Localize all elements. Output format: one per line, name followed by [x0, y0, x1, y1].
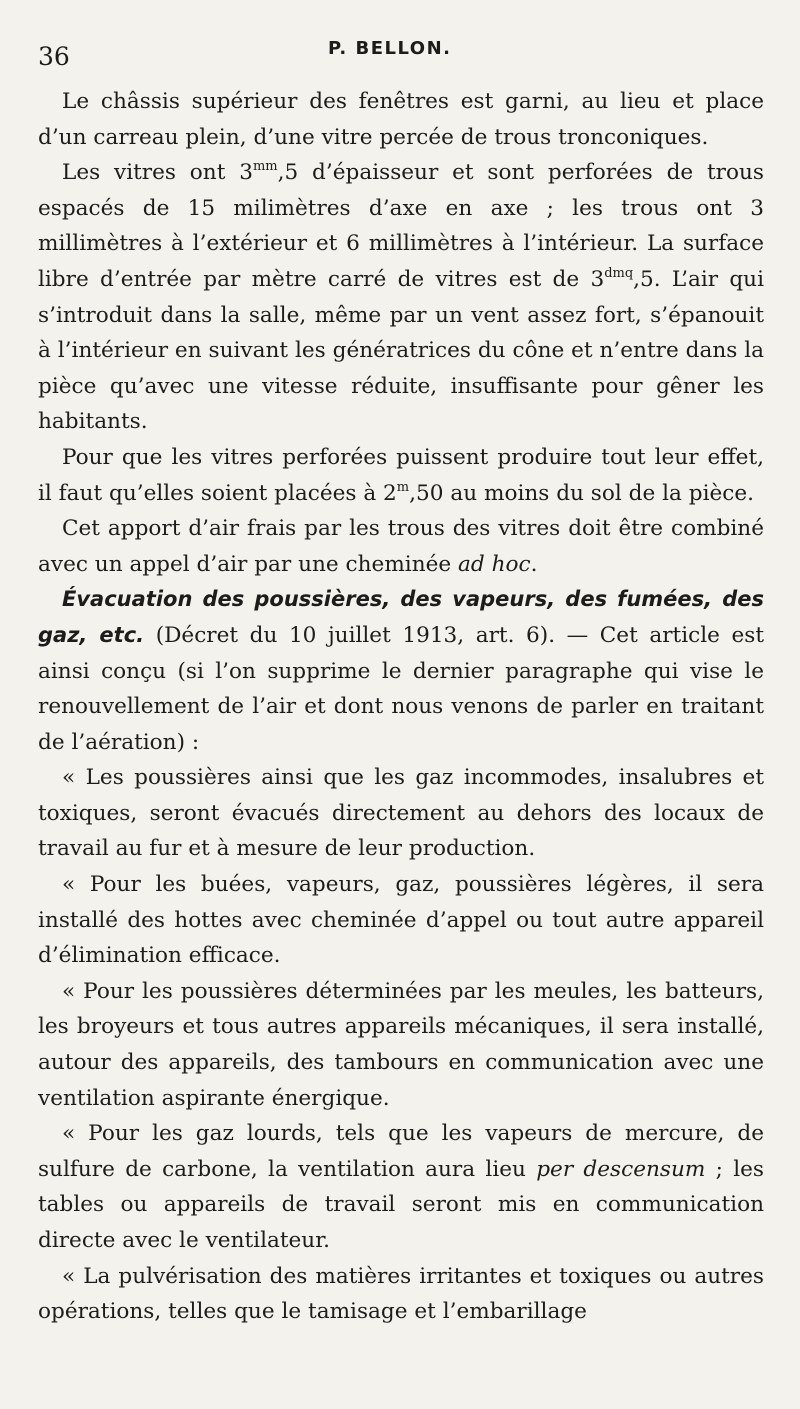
paragraph-3 — [38, 440, 764, 511]
page-header — [38, 32, 764, 84]
paragraph-2-text-b: ,5 d’épaisseur et sont perforées de trous espacés de 15 milimètres d’axe en axe ; les trous ont 3 millimètres à l’extérieur et 6 millimètres à l’intérieur. La surface libre d’entrée par mètre carré de vitres est de 3 — [38, 160, 764, 292]
running-head: P. BELLON. — [328, 38, 452, 59]
body-text — [38, 84, 764, 1330]
unit-mm: mm — [252, 159, 278, 175]
paragraph-4-text-a: Cet apport d’air frais par les trous des vitres doit être combiné avec un appel d’air par une cheminée — [38, 516, 764, 577]
paragraph-4 — [38, 511, 764, 582]
paragraph-5 — [38, 582, 764, 760]
paragraph-3-text-b: ,50 au moins du sol de la pièce. — [409, 480, 755, 506]
paragraph-2 — [38, 155, 764, 440]
paragraph-2-text-c: ,5. L’air qui s’introduit dans la salle, même par un vent assez fort, s’épanouit à l’intérieur en suivant les génératrices du cône et n’entre dans la pièce qu’avec une vitesse réduite, insuffisante pour gêner les habitants. — [38, 266, 764, 435]
paragraph-8: « Pour les poussières déterminées par les meules, les batteurs, les broyeurs et tous autres appareils mécaniques, il sera installé, autour des appareils, des tambours en communication avec une ventilation aspirante énergique. — [38, 978, 764, 1111]
paragraph-6: « Les poussières ainsi que les gaz incommodes, insalubres et toxiques, seront évacués directement au dehors des locaux de travail au fur et à mesure de leur production. — [38, 765, 764, 862]
paragraph-3-text-a: Pour que les vitres perforées puissent produire tout leur effet, il faut qu’elles soient placées à 2 — [38, 444, 764, 506]
paragraph-9 — [38, 1116, 764, 1258]
paragraph-7: « Pour les buées, vapeurs, gaz, poussières légères, il sera installé des hottes avec cheminée d’appel ou tout autre appareil d’élimination efficace. — [38, 872, 764, 969]
paragraph-10: « La pulvérisation des matières irritantes et toxiques ou autres opérations, telles que le tamisage et l’embarillage — [38, 1263, 764, 1325]
paragraph-5-text: (Décret du 10 juillet 1913, art. 6). — Cet article est ainsi conçu (si l’on supprime le dernier paragraphe qui vise le renouvellement de l’air et dont nous venons de parler en traitant de l’aération) : — [38, 622, 764, 755]
paragraph-1: Le châssis supérieur des fenêtres est garni, au lieu et place d’un carreau plein, d’une vitre percée de trous tronconiques. — [38, 89, 764, 150]
paragraph-2-text-a: Les vitres ont 3 — [62, 160, 253, 186]
unit-m: m — [396, 479, 410, 495]
italic-per-descensum: per descensum — [536, 1156, 706, 1182]
unit-dmq: dmq — [604, 265, 634, 281]
page-number: 36 — [38, 42, 70, 71]
italic-ad-hoc: ad hoc — [458, 551, 531, 577]
paragraph-9-text-a: « Pour les gaz lourds, tels que les vapeurs de mercure, de sulfure de carbone, la ventilation aura lieu — [38, 1121, 764, 1182]
paragraph-9-text-b: ; les tables ou appareils de travail seront mis en communication directe avec le ventilateur. — [38, 1156, 765, 1253]
section-heading: Évacuation des poussières, des vapeurs, des fumées, des gaz, etc. — [38, 587, 764, 647]
paragraph-4-text-b: . — [530, 551, 538, 577]
